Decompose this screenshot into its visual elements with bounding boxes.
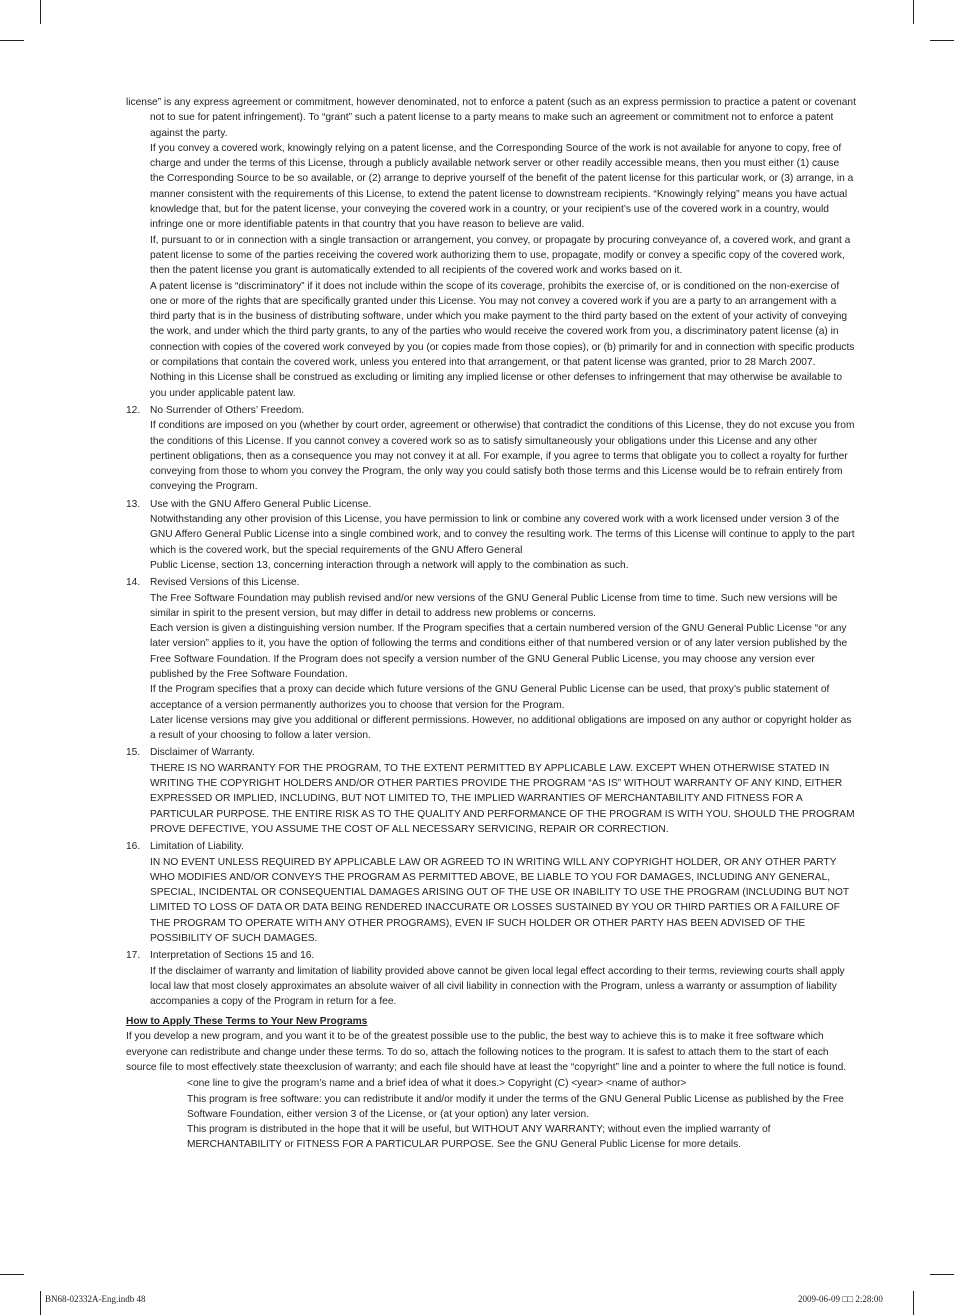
how-to-intro: If you develop a new program, and you want it to be of the greatest possible use to the public, the best way to achieve this is to make it free software which everyone can redistribute and change under these terms. To do so, attach the following notices to the program. It is safest to attach them to the start of each source file to most effectively state theexclusion of warranty; and each file should have at least the “copyright” line and a pointer to where the full notice is found. — [126, 1030, 847, 1074]
notice-block — [126, 1076, 856, 1152]
section-number: 14. — [126, 577, 141, 589]
footer-file-label: BN68-02332A-Eng.indb 48 — [45, 1294, 146, 1304]
paragraph: If conditions are imposed on you (whether by court order, agreement or otherwise) that contradict the conditions of this License, they do not excuse you from the conditions of this License. If you cannot convey a covered work so as to satisfy simultaneously your obligations under this License and any other pertinent obligations, then as a consequence you may not convey it at all. For example, if you agree to terms that obligate you to collect a royalty for further conveying from those to whom you convey the Program, the only way you could satisfy both those terms and this License would be to refrain entirely from conveying the Program. — [150, 420, 855, 493]
paragraph: The Free Software Foundation may publish revised and/or new versions of the GNU General Public License from time to time. Such new versions will be similar in spirit to the present version, but may differ in detail to address new problems or concerns. — [150, 592, 838, 619]
section-title: Disclaimer of Warranty. — [150, 747, 255, 759]
footer-timestamp: 2009-06-09 □□ 2:28:00 — [798, 1294, 883, 1304]
paragraph: Nothing in this License shall be construed as excluding or limiting any implied license or other defenses to infringement that may otherwise be available to you under applicable patent law. — [150, 372, 842, 399]
paragraph: THERE IS NO WARRANTY FOR THE PROGRAM, TO THE EXTENT PERMITTED BY APPLICABLE LAW. EXCEPT WHEN OTHERWISE STATED IN WRITING THE COPYRIGHT HOLDERS AND/OR OTHER PARTIES PROVIDE THE PROGRAM “AS IS” WITHOUT WARRANTY OF ANY KIND, EITHER EXPRESSED OR IMPLIED, INCLUDING, BUT NOT LIMITED TO, THE IMPLIED WARRANTIES OF MERCHANTABILITY AND FITNESS FOR A PARTICULAR PURPOSE. THE ENTIRE RISK AS TO THE QUALITY AND PERFORMANCE OF THE PROGRAM IS WITH YOU. SHOULD THE PROGRAM PROVE DEFECTIVE, YOU ASSUME THE COST OF ALL NECESSARY SERVICING, REPAIR OR CORRECTION. — [150, 762, 855, 835]
paragraph: Each version is given a distinguishing version number. If the Program specifies that a certain numbered version of the GNU General Public License “or any later version” applies to it, you have the option of following the terms and conditions either of that numbered version or of any later version published by the Free Software Foundation. If the Program does not specify a version number of the GNU General Public License, you may choose any version ever published by the Free Software Foundation. — [150, 623, 848, 680]
paragraph: If you convey a covered work, knowingly relying on a patent license, and the Corresponding Source of the work is not available for anyone to copy, free of charge and under the terms of this License, through a publicly available network server or other readily accessible means, then you must either (1) cause the Corresponding Source to be so available, or (2) arrange to deprive yourself of the benefit of the patent license for this particular work, or (3) arrange, in a manner consistent with the requirements of this License, to extend the patent license to downstream recipients. “Knowingly relying” means you have actual knowledge that, but for the patent license, your conveying the covered work in a country, or your recipient’s use of the covered work in a country, would infringe one or more identifiable patents in that country that you have reason to believe are valid. — [150, 142, 854, 231]
paragraph: Later license versions may give you additional or different permissions. However, no additional obligations are imposed on any author or copyright holder as a result of your choosing to follow a later version. — [150, 714, 852, 742]
section-13 — [126, 497, 856, 573]
paragraph: If the disclaimer of warranty and limitation of liability provided above cannot be given local legal effect according to their terms, reviewing courts shall apply local law that most closely approximates an absolute waiver of all civil liability in connection with the Program, unless a warranty or assumption of liability accompanies a copy of the Program in return for a fee. — [150, 965, 845, 1008]
section-number: 12. — [126, 404, 141, 416]
paragraph: Notwithstanding any other provision of this License, you have permission to link or combine any covered work with a work licensed under version 3 of the GNU Affero General Public License into a single combined work, and to convey the resulting work. The terms of this License will continue to apply to the part which is the covered work, but the special requirements of the GNU Affero General — [150, 514, 855, 556]
section-number: 13. — [126, 498, 141, 510]
crop-mark — [930, 40, 954, 41]
crop-mark — [930, 1274, 954, 1275]
section-title: Use with the GNU Affero General Public License. — [150, 498, 372, 510]
section-15 — [126, 745, 856, 837]
section-title: No Surrender of Others’ Freedom. — [150, 404, 305, 416]
section-14 — [126, 575, 856, 743]
paragraph: A patent license is “discriminatory” if it does not include within the scope of its coverage, prohibits the exercise of, or is conditioned on the non-exercise of one or more of the rights that are specifically granted under this License. You may not convey a covered work if you are a party to an arrangement with a third party that is in the business of distributing software, under which you make payment to the third party based on the extent of your activity of conveying the work, and under which the third party grants, to any of the parties who would receive the covered work from you, a discriminatory patent license (a) in connection with copies of the covered work conveyed by you (or copies made from those copies), or (b) primarily for and in connection with specific products or compilations that contain the covered work, unless you entered into that arrangement, or that patent license was granted, prior to 28 March 2007. — [150, 280, 855, 369]
crop-mark — [913, 1291, 914, 1315]
crop-mark — [913, 0, 914, 24]
paragraph: Public License, section 13, concerning interaction through a network will apply to the combination as such. — [150, 559, 629, 571]
crop-mark — [0, 1274, 24, 1275]
paragraph: If the Program specifies that a proxy can decide which future versions of the GNU General Public License can be used, that proxy’s public statement of acceptance of a version permanently authorizes you to choose that version for the Program. — [150, 684, 830, 711]
notice-paragraph: This program is free software: you can redistribute it and/or modify it under the terms of the GNU General Public License as published by the Free Software Foundation, either version 3 of the License, or (at your option) any later version. — [187, 1093, 844, 1120]
section-16 — [126, 839, 856, 946]
section-title: Revised Versions of this License. — [150, 577, 300, 589]
notice-paragraph: This program is distributed in the hope that it will be useful, but WITHOUT ANY WARRANTY; without even the implied warranty of MERCHANTABILITY or FITNESS FOR A PARTICULAR PURPOSE. See the GNU General Public License for more details. — [187, 1124, 771, 1151]
paragraph: license” is any express agreement or commitment, however denominated, not to enforce a patent (such as an express permission to practice a patent or covenant not to sue for patent infringement). To “grant” such a patent license to a party means to make such an agreement or commitment not to enforce a patent against the party. — [126, 97, 856, 139]
section-title: Interpretation of Sections 15 and 16. — [150, 950, 315, 962]
crop-mark — [40, 1291, 41, 1315]
section-title: Limitation of Liability. — [150, 841, 244, 853]
section-number: 15. — [126, 747, 141, 759]
section-12 — [126, 403, 856, 495]
how-to-heading: How to Apply These Terms to Your New Programs — [126, 1015, 368, 1027]
section-number: 17. — [126, 950, 141, 962]
section-number: 16. — [126, 841, 141, 853]
notice-copyright-line: <one line to give the program’s name and a brief idea of what it does.> Copyright (C) <year> <name of author> — [187, 1078, 687, 1090]
section-17 — [126, 948, 856, 1009]
crop-mark — [40, 0, 41, 24]
page-content — [126, 95, 856, 1153]
crop-mark — [0, 40, 24, 41]
paragraph: If, pursuant to or in connection with a single transaction or arrangement, you convey, or propagate by procuring conveyance of, a covered work, and grant a patent license to some of the parties receiving the covered work authorizing them to use, propagate, modify or convey a specific copy of the covered work, then the patent license you grant is automatically extended to all recipients of the covered work and works based on it. — [150, 234, 851, 277]
paragraph: IN NO EVENT UNLESS REQUIRED BY APPLICABLE LAW OR AGREED TO IN WRITING WILL ANY COPYRIGHT HOLDER, OR ANY OTHER PARTY WHO MODIFIES AND/OR CONVEYS THE PROGRAM AS PERMITTED ABOVE, BE LIABLE TO YOU FOR DAMAGES, INCLUDING ANY GENERAL, SPECIAL, INCIDENTAL OR CONSEQUENTIAL DAMAGES ARISING OUT OF THE USE OR INABILITY TO USE THE PROGRAM (INCLUDING BUT NOT LIMITED TO LOSS OF DATA OR DATA BEING RENDERED INACCURATE OR LOSSES SUSTAINED BY YOU OR THIRD PARTIES OR A FAILURE OF THE PROGRAM TO OPERATE WITH ANY OTHER PROGRAMS), EVEN IF SUCH HOLDER OR OTHER PARTY HAS BEEN ADVISED OF THE POSSIBILITY OF SUCH DAMAGES. — [150, 856, 849, 945]
